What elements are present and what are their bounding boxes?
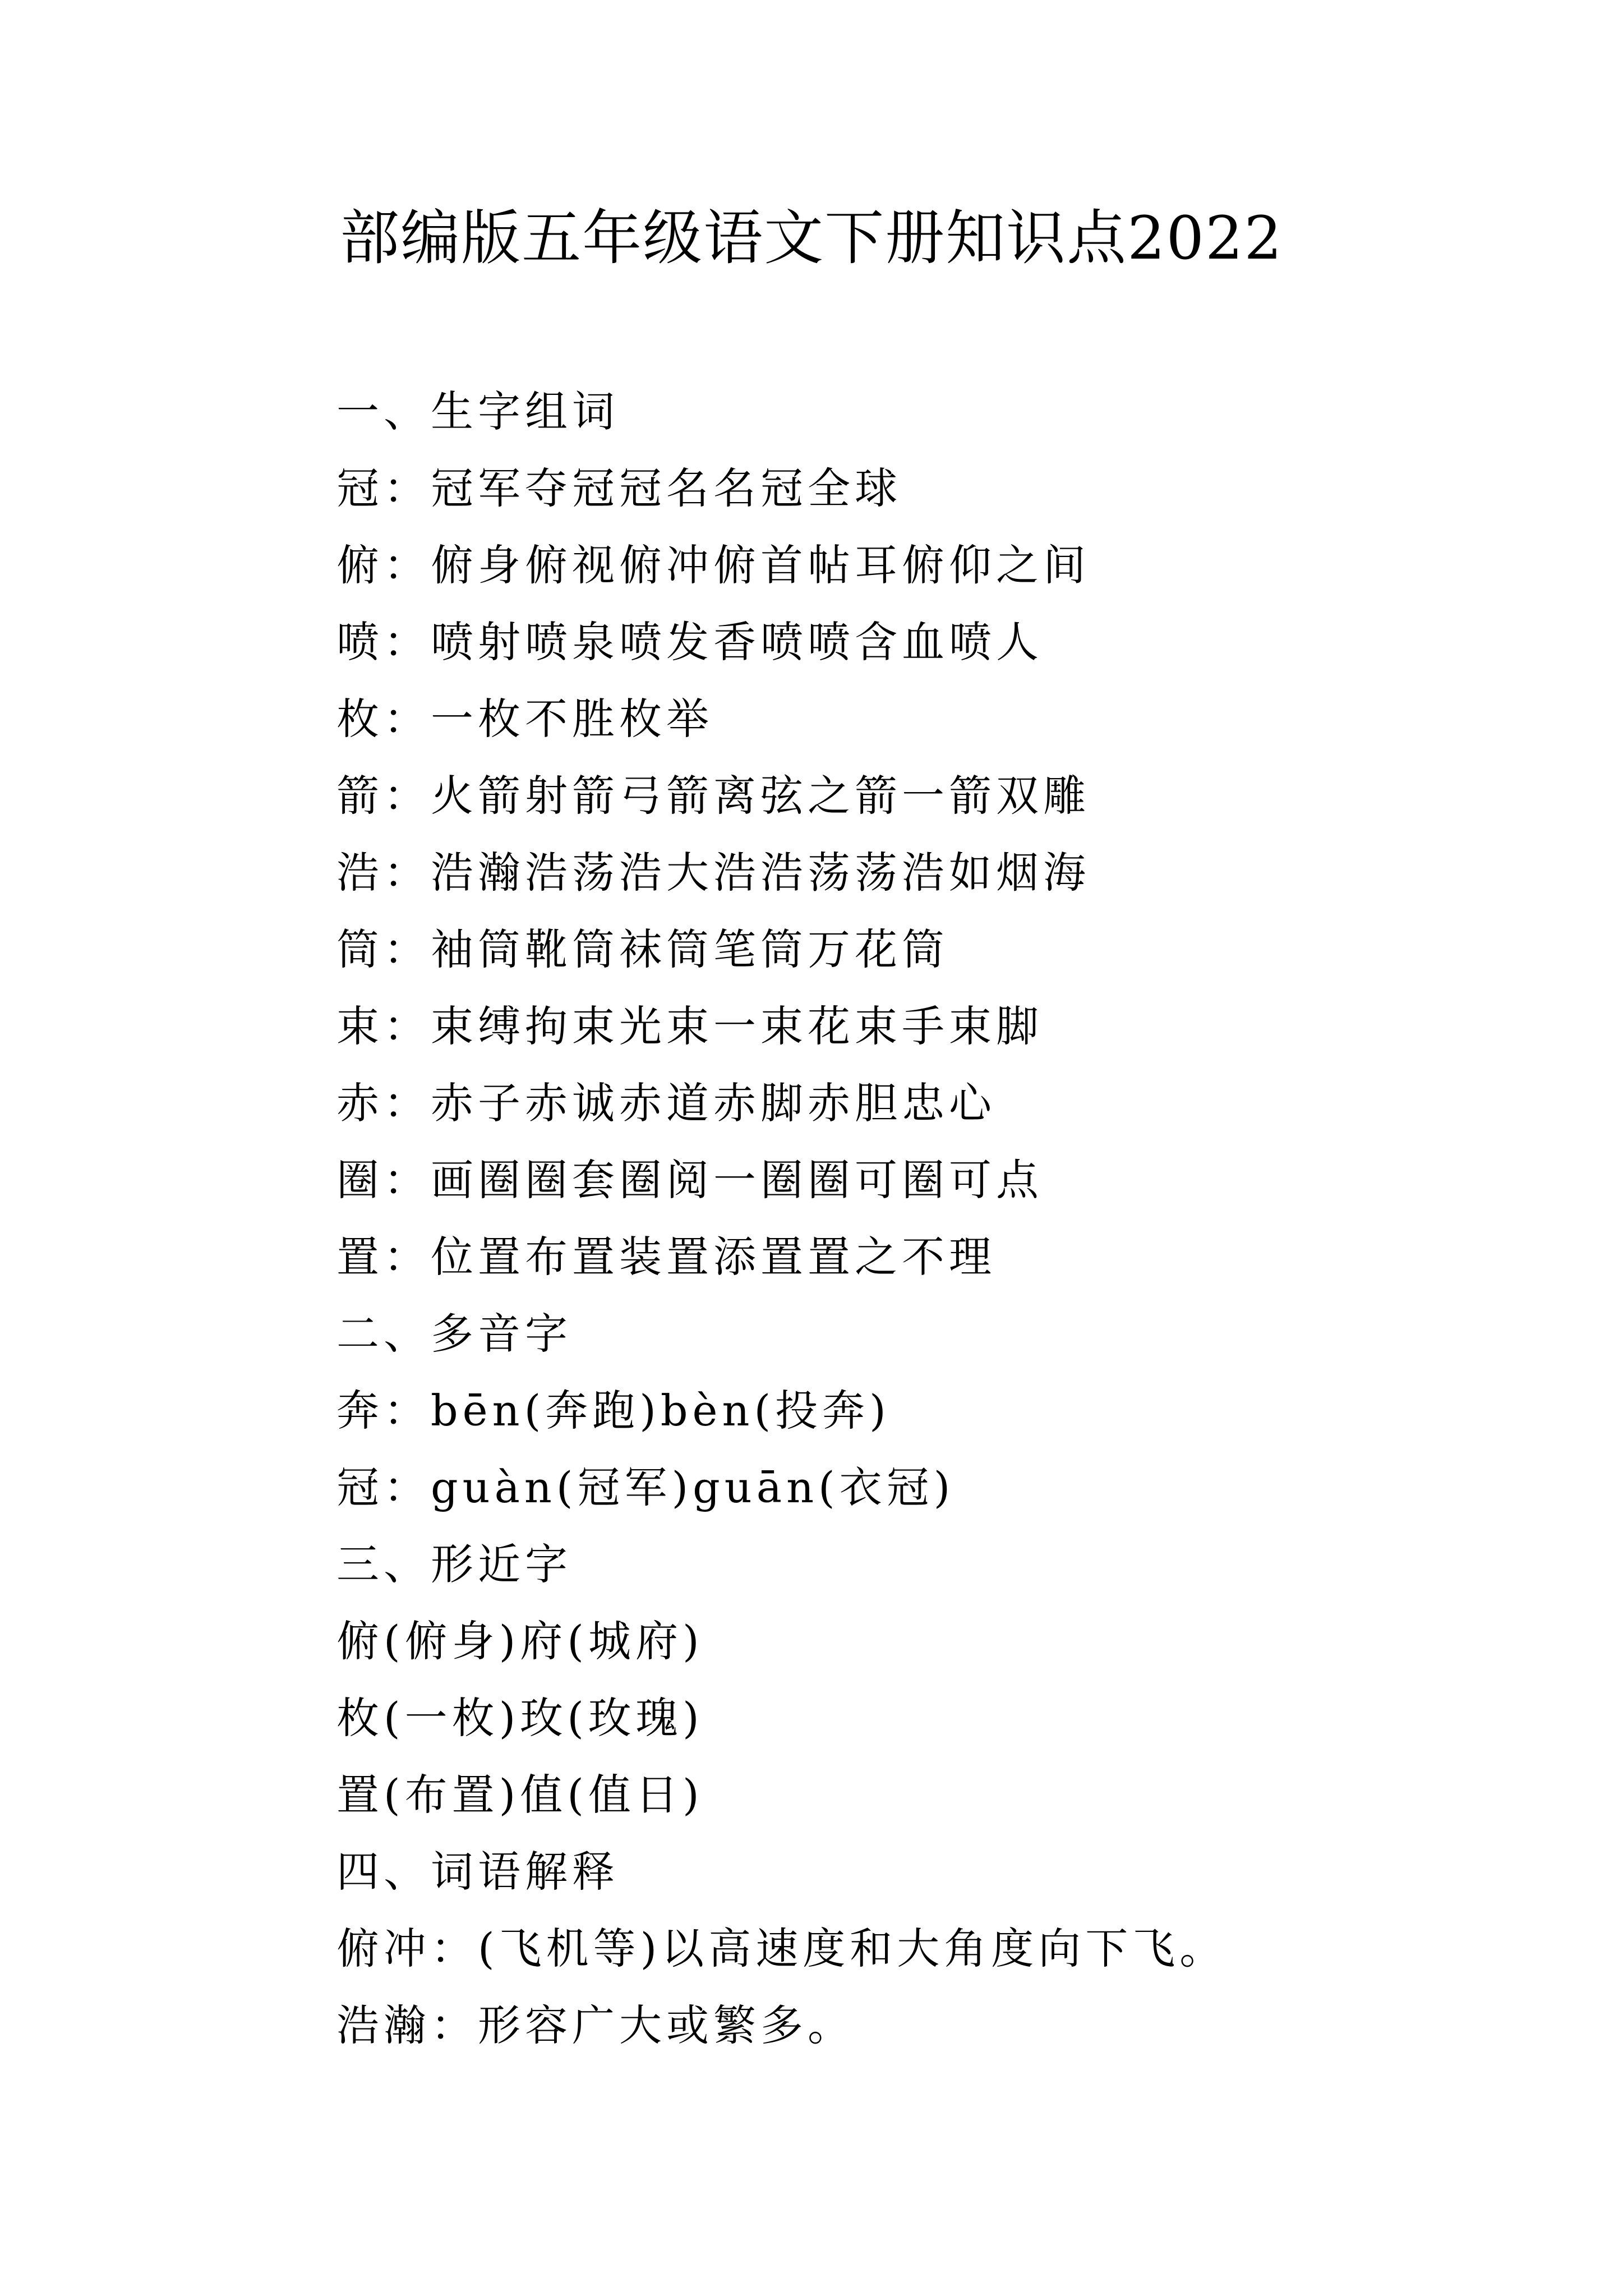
similar-char-entry-mei: 枚(一枚)玫(玫瑰) [336,1693,704,1743]
vocab-entry-quan: 圈：画圈圈套圈阅一圈圈可圈可点 [336,1155,1043,1205]
page-title: 部编版五年级语文下册知识点2022 [340,204,1283,273]
vocab-entry-zhi: 置：位置布置装置添置置之不理 [336,1232,996,1282]
vocab-entry-guan: 冠：冠军夺冠冠名名冠全球 [336,463,902,513]
similar-char-entry-fu: 俯(俯身)府(城府) [336,1616,704,1666]
section-heading-similar-chars: 三、形近字 [336,1539,572,1589]
vocab-entry-hao: 浩：浩瀚浩荡浩大浩浩荡荡浩如烟海 [336,848,1090,898]
section-heading-polyphones: 二、多音字 [336,1309,572,1359]
polyphone-entry-guan: 冠：guàn(冠军)guān(衣冠) [336,1462,955,1512]
vocab-entry-tong: 筒：袖筒靴筒袜筒笔筒万花筒 [336,924,949,974]
similar-char-entry-zhi: 置(布置)值(值日) [336,1770,704,1820]
section-heading-word-explanations: 四、词语解释 [336,1847,619,1897]
vocab-entry-chi: 赤：赤子赤诚赤道赤脚赤胆忠心 [336,1078,996,1128]
word-explanation-haohan: 浩瀚：形容广大或繁多。 [336,2000,855,2050]
polyphone-entry-ben: 奔：bēn(奔跑)bèn(投奔) [336,1386,891,1435]
vocab-entry-shu: 束：束缚拘束光束一束花束手束脚 [336,1001,1043,1051]
vocab-entry-pen: 喷：喷射喷泉喷发香喷喷含血喷人 [336,617,1043,667]
word-explanation-fuchong: 俯冲：(飞机等)以高速度和大角度向下飞。 [336,1924,1227,1973]
vocab-entry-fu: 俯：俯身俯视俯冲俯首帖耳俯仰之间 [336,540,1090,590]
vocab-entry-jian: 箭：火箭射箭弓箭离弦之箭一箭双雕 [336,771,1090,821]
vocab-entry-mei: 枚：一枚不胜枚举 [336,694,713,744]
section-heading-vocabulary: 一、生字组词 [336,386,619,436]
document-body [336,373,1514,2064]
